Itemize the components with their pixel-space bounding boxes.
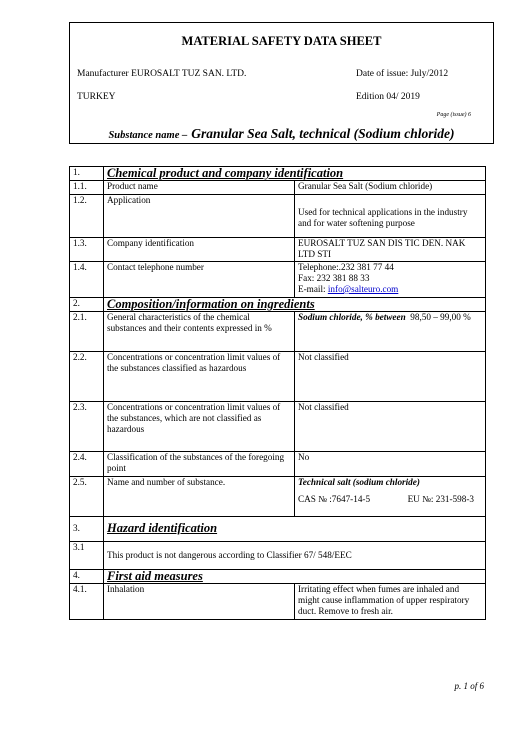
table-row — [70, 452, 486, 477]
section-title: Chemical product and company identification — [104, 167, 486, 181]
eu-number: EU №: 231-598-3 — [407, 494, 474, 504]
row-value: No — [295, 452, 486, 477]
row-label: Classification of the substances of the foregoing point — [104, 452, 295, 477]
identifiers — [298, 494, 482, 505]
row-value: Used for technical applications in the industry and for water softening purpose — [295, 195, 486, 238]
substance-label: Substance name – — [108, 130, 188, 141]
table-row — [70, 477, 486, 517]
substance-technical-name: Technical salt (sodium chloride) — [298, 477, 420, 487]
value-range: 98,50 – 99,00 % — [410, 312, 471, 322]
row-value: Granular Sea Salt (Sodium chloride) — [295, 181, 486, 195]
contact-details — [295, 262, 486, 298]
section-header — [70, 298, 486, 312]
row-number: 3.1 — [70, 542, 104, 570]
section-title: Hazard identification — [104, 517, 486, 542]
row-label: Name and number of substance. — [104, 477, 295, 517]
table-row — [70, 352, 486, 402]
row-label: Concentrations or concentration limit values of the substances classified as hazardous — [104, 352, 295, 402]
substance-value: Granular Sea Salt, technical (Sodium chloride) — [191, 126, 455, 141]
fax: Fax: 232 381 88 33 — [298, 273, 370, 283]
edition: Edition 04/ 2019 — [356, 92, 420, 102]
row-value — [295, 312, 486, 352]
section-title: Composition/information on ingredients — [104, 298, 486, 312]
table-row — [70, 238, 486, 262]
row-number: 1.3. — [70, 238, 104, 262]
section-header — [70, 167, 486, 181]
row-number: 1.2. — [70, 195, 104, 238]
row-label: Concentrations or concentration limit values of the substances, which are not classified as hazardous — [104, 402, 295, 452]
table-row — [70, 181, 486, 195]
page-issue: Page (issue) 6 — [436, 112, 471, 118]
row-number: 2.2. — [70, 352, 104, 402]
row-label: Inhalation — [104, 584, 295, 620]
section-header — [70, 517, 486, 542]
row-number: 2.1. — [70, 312, 104, 352]
row-number: 4.1. — [70, 584, 104, 620]
email-label: E-mail: — [298, 284, 326, 294]
section-number: 2. — [70, 298, 104, 312]
value-bold: Sodium chloride, % between — [298, 312, 406, 322]
table-row — [70, 402, 486, 452]
table-row — [70, 262, 486, 298]
table-row — [70, 584, 486, 620]
row-label: Product name — [104, 181, 295, 195]
email-link[interactable]: info@salteuro.com — [327, 284, 399, 294]
table-row — [70, 195, 486, 238]
section-number: 3. — [70, 517, 104, 542]
email-line — [298, 284, 482, 295]
table-row — [70, 312, 486, 352]
row-number: 2.5. — [70, 477, 104, 517]
cas-number: CAS № :7647-14-5 — [298, 494, 371, 504]
section-number: 1. — [70, 167, 104, 181]
row-label: Contact telephone number — [104, 262, 295, 298]
section-number: 4. — [70, 570, 104, 584]
section-title: First aid measures — [104, 570, 486, 584]
row-number: 1.4. — [70, 262, 104, 298]
row-value: Irritating effect when fumes are inhaled and might cause inflammation of upper respiratory duct. Remove to fresh air. — [295, 584, 486, 620]
date-of-issue: Date of issue: July/2012 — [356, 69, 449, 79]
row-value: Not classified — [295, 402, 486, 452]
row-number: 2.3. — [70, 402, 104, 452]
row-number: 1.1. — [70, 181, 104, 195]
row-label: Company identification — [104, 238, 295, 262]
page-number: p. 1 of 6 — [454, 681, 484, 691]
manufacturer: Manufacturer EUROSALT TUZ SAN. LTD. — [77, 69, 247, 79]
row-label: General characteristics of the chemical substances and their contents expressed in % — [104, 312, 295, 352]
substance-name — [70, 125, 493, 143]
row-value: This product is not dangerous according to Classifier 67/ 548/EEC — [104, 542, 486, 570]
telephone: Telephone:.232 381 77 44 — [298, 262, 394, 272]
document-header — [69, 22, 494, 144]
row-value: Not classified — [295, 352, 486, 402]
row-label: Application — [104, 195, 295, 238]
document-title: MATERIAL SAFETY DATA SHEET — [181, 34, 382, 48]
country: TURKEY — [77, 92, 116, 102]
row-value — [295, 477, 486, 517]
section-header — [70, 570, 486, 584]
row-number: 2.4. — [70, 452, 104, 477]
table-row — [70, 542, 486, 570]
sds-table — [69, 166, 486, 620]
row-value: EUROSALT TUZ SAN DIS TIC DEN. NAK LTD STI — [295, 238, 486, 262]
